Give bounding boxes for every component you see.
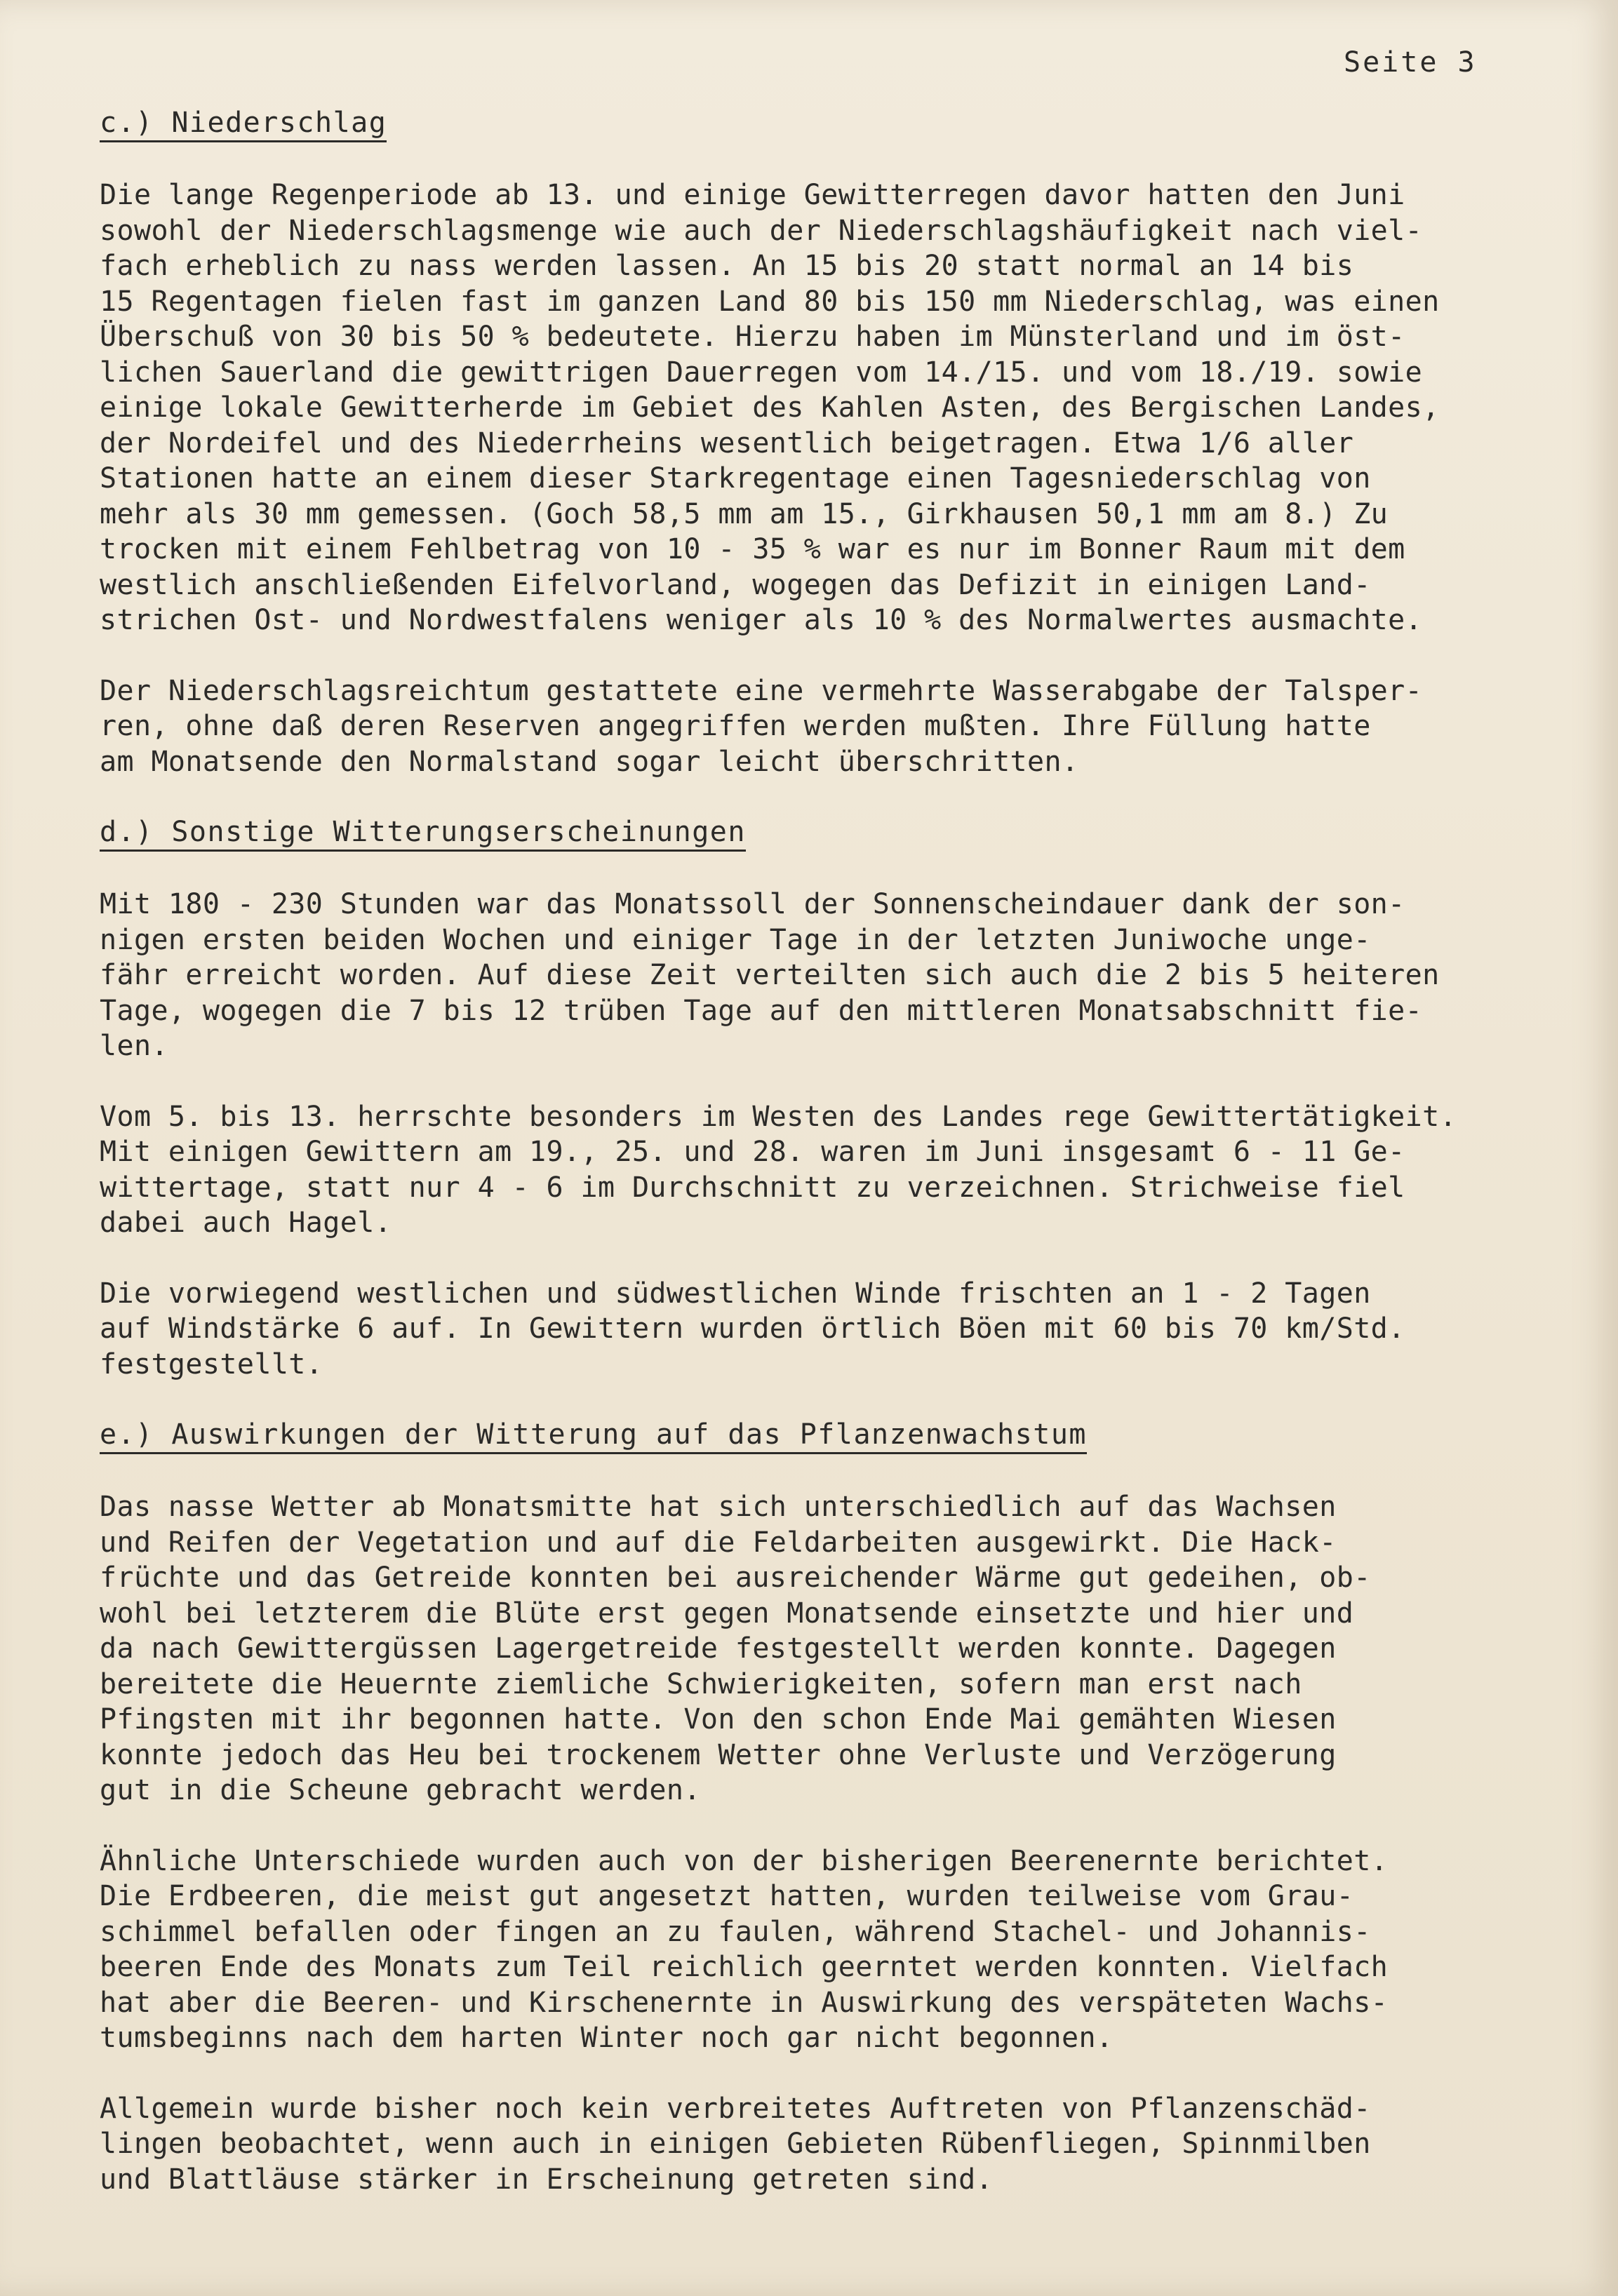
paragraph: Das nasse Wetter ab Monatsmitte hat sich unterschiedlich auf das Wachsen und Reifen der Vegetation und auf die Feldarbeiten ausgewirkt. Die Hack- früchte und das Getreide konnten bei ausreichender Wärme gut gedeihen, ob- wohl bei letzterem die Blüte erst gegen Monatsende einsetzte und hier und da nach Gewittergüssen Lagergetreide festgestellt werden konnte. Dagegen bereitete die Heuernte ziemliche Schwierigkeiten, sofern man erst nach Pfingsten mit ihr begonnen hatte. Von den schon Ende Mai gemähten Wiesen konnte jedoch das Heu bei trockenem Wetter ohne Verluste und Verzögerung gut in die Scheune gebracht werden.	[100, 1491, 1371, 1806]
paragraph: Die lange Regenperiode ab 13. und einige Gewitterregen davor hatten den Juni sowohl der Niederschlagsmenge wie auch der Niederschlagshäufigkeit nach viel- fach erheblich zu nass werden lassen. An 15 bis 20 statt normal an 14 bis 15 Regentagen fielen fast im ganzen Land 80 bis 150 mm Niederschlag, was einen Überschuß von 30 bis 50 % bedeutete. Hierzu haben im Münsterland und im öst- lichen Sauerland die gewittrigen Dauerregen vom 14./15. und vom 18./19. sowie einige lokale Gewitterherde im Gebiet des Kahlen Asten, des Bergischen Landes, der Nordeifel und des Niederrheins wesentlich beigetragen. Etwa 1/6 aller Stationen hatte an einem dieser Starkregentage einen Tagesniederschlag von mehr als 30 mm gemessen. (Goch 58,5 mm am 15., Girkhausen 50,1 mm am 8.) Zu trocken mit einem Fehlbetrag von 10 - 35 % war es nur im Bonner Raum mit dem westlich anschließenden Eifelvorland, wogegen das Defizit in einigen Land- strichen Ost- und Nordwestfalens weniger als 10 % des Normalwertes ausmachte.	[100, 179, 1440, 636]
section-auswirkungen-pflanzenwachstum	[100, 1417, 1559, 2197]
paragraph: Der Niederschlagsreichtum gestattete eine vermehrte Wasserabgabe der Talsper- ren, ohne daß deren Reserven angegriffen werden mußten. Ihre Füllung hatte am Monatsende den Normalstand sogar leicht überschritten.	[100, 674, 1423, 778]
section-sonstige-witterungserscheinungen	[100, 814, 1559, 1382]
page-number: Seite 3	[1344, 46, 1477, 79]
paragraph: Vom 5. bis 13. herrschte besonders im Westen des Landes rege Gewittertätigkeit. Mit einigen Gewittern am 19., 25. und 28. waren im Juni insgesamt 6 - 11 Ge- wittertage, statt nur 4 - 6 im Durchschnitt zu verzeichnen. Strichweise fiel dabei auch Hagel.	[100, 1100, 1457, 1239]
section-heading: d.) Sonstige Witterungserscheinungen	[100, 814, 746, 852]
section-heading: e.) Auswirkungen der Witterung auf das Pflanzenwachstum	[100, 1417, 1087, 1454]
paragraph: Die vorwiegend westlichen und südwestlichen Winde frischten an 1 - 2 Tagen auf Windstärke 6 auf. In Gewittern wurden örtlich Böen mit 60 bis 70 km/Std. festgestellt.	[100, 1277, 1405, 1381]
section-niederschlag	[100, 105, 1559, 779]
section-heading: c.) Niederschlag	[100, 105, 387, 142]
paragraph: Mit 180 - 230 Stunden war das Monatssoll der Sonnenscheindauer dank der son- nigen ersten beiden Wochen und einiger Tage in der letzten Juniwoche unge- fähr erreicht worden. Auf diese Zeit verteilten sich auch die 2 bis 5 heiteren Tage, wogegen die 7 bis 12 trüben Tage auf den mittleren Monatsabschnitt fie- len.	[100, 888, 1440, 1062]
document-body	[100, 105, 1559, 2232]
paragraph: Ähnliche Unterschiede wurden auch von der bisherigen Beerenernte berichtet. Die Erdbeeren, die meist gut angesetzt hatten, wurden teilweise vom Grau- schimmel befallen oder fingen an zu faulen, während Stachel- und Johannis- beeren Ende des Monats zum Teil reichlich geerntet werden konnten. Vielfach hat aber die Beeren- und Kirschenernte in Auswirkung des verspäteten Wachs- tumsbeginns nach dem harten Winter noch gar nicht begonnen.	[100, 1844, 1389, 2054]
paragraph: Allgemein wurde bisher noch kein verbreitetes Auftreten von Pflanzenschäd- lingen beobachtet, wenn auch in einigen Gebieten Rübenfliegen, Spinnmilben und Blattläuse stärker in Erscheinung getreten sind.	[100, 2092, 1371, 2196]
